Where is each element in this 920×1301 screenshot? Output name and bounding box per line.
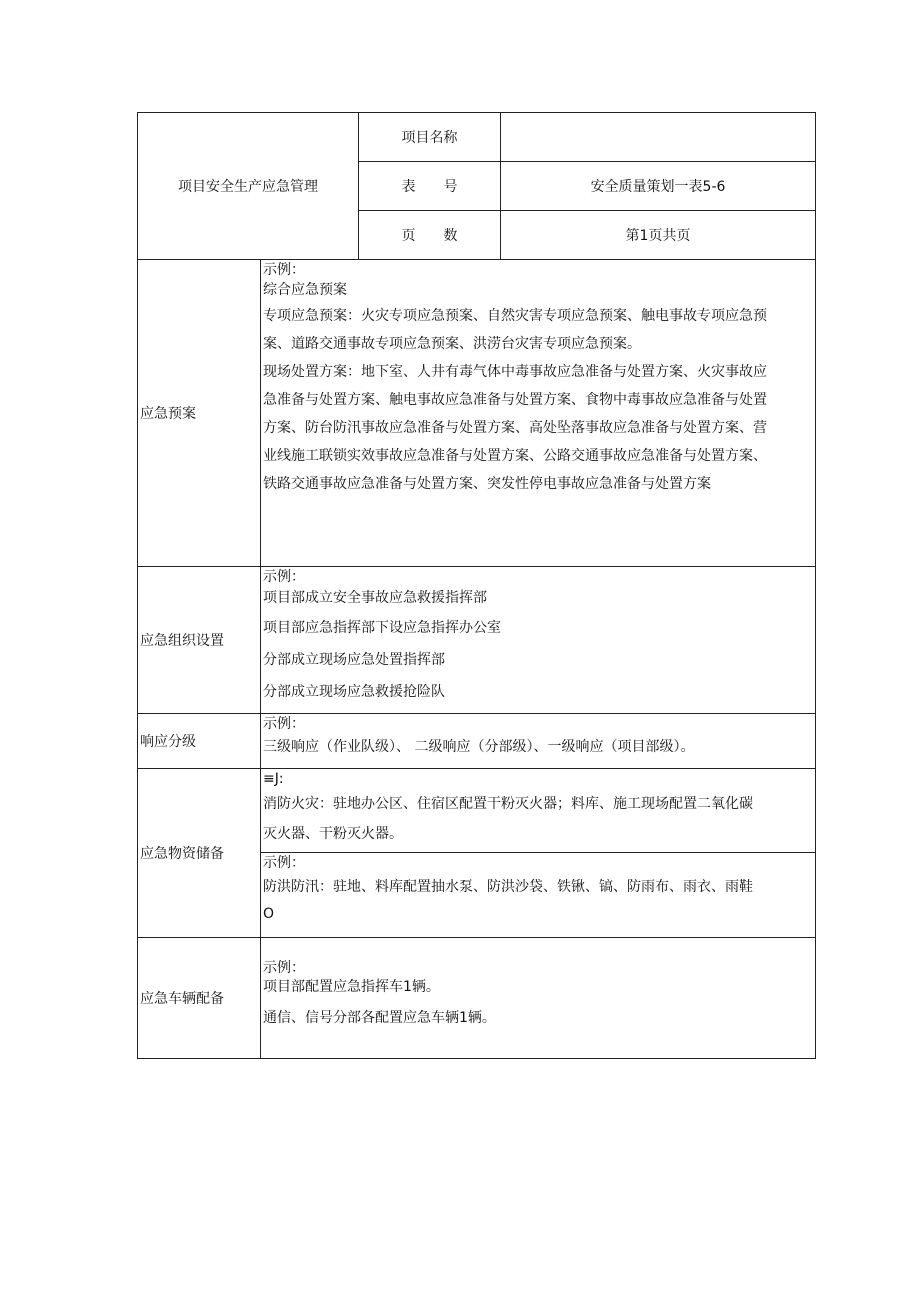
content-response-level xyxy=(261,714,816,769)
content-materials-flood xyxy=(261,853,816,938)
materials-line: 示例： xyxy=(263,855,305,871)
body-table xyxy=(137,259,816,1059)
materials-line: 防洪防汛：驻地、料库配置抽水泵、防洪沙袋、铁锹、镐、防雨布、雨衣、雨鞋 xyxy=(263,879,753,895)
plan-line: 现场处置方案：地下室、人井有毒气体中毒事故应急准备与处置方案、火灾事故应 xyxy=(263,364,767,380)
vehicles-line: 项目部配置应急指挥车1辆。 xyxy=(263,979,440,995)
plan-line: 综合应急预案 xyxy=(263,282,347,298)
plan-line: 专项应急预案：火灾专项应急预案、自然灾害专项应急预案、触电事故专项应急预 xyxy=(263,308,767,324)
org-line: 示例： xyxy=(263,569,305,585)
org-line: 项目部成立安全事故应急救援指挥部 xyxy=(263,590,487,606)
label-response-level: 响应分级 xyxy=(138,714,261,769)
plan-line: 示例： xyxy=(263,262,305,278)
materials-line: 灭火器、干粉灭火器。 xyxy=(263,826,403,842)
content-emergency-org xyxy=(261,567,816,714)
row-response-level xyxy=(138,714,816,769)
vehicles-line: 示例： xyxy=(263,960,305,976)
row-vehicles xyxy=(138,938,816,1059)
org-line: 分部成立现场应急救援抢险队 xyxy=(263,684,445,700)
header-label-project-name: 项目名称 xyxy=(359,113,501,162)
header-value-form-number: 安全质量策划一表5-6 xyxy=(501,162,816,211)
content-vehicles xyxy=(261,938,816,1059)
plan-line: 案、道路交通事故专项应急预案、洪涝台灾害专项应急预案。 xyxy=(263,336,641,352)
row-emergency-org xyxy=(138,567,816,714)
plan-line: 方案、防台防汛事故应急准备与处置方案、高处坠落事故应急准备与处置方案、营 xyxy=(263,420,767,436)
org-line: 分部成立现场应急处置指挥部 xyxy=(263,652,445,668)
header-label-form-number: 表 号 xyxy=(359,162,501,211)
materials-line: ≡J: xyxy=(263,771,284,787)
label-emergency-plan: 应急预案 xyxy=(138,260,261,567)
row-materials-a xyxy=(138,769,816,853)
plan-line: 业线施工联锁实效事故应急准备与处置方案、公路交通事故应急准备与处置方案、 xyxy=(263,448,767,464)
label-emergency-org: 应急组织设置 xyxy=(138,567,261,714)
materials-line: 消防火灾：驻地办公区、住宿区配置干粉灭火器；料库、施工现场配置二氧化碳 xyxy=(263,796,753,812)
plan-line: 铁路交通事故应急准备与处置方案、突发性停电事故应急准备与处置方案 xyxy=(263,476,711,492)
label-materials: 应急物资储备 xyxy=(138,769,261,938)
header-value-page-count: 第1页共页 xyxy=(501,211,816,260)
org-line: 项目部应急指挥部下设应急指挥办公室 xyxy=(263,620,501,636)
response-line: 示例： xyxy=(263,716,305,732)
materials-line: O xyxy=(263,906,275,922)
plan-line: 急准备与处置方案、触电事故应急准备与处置方案、食物中毒事故应急准备与处置 xyxy=(263,392,767,408)
header-label-page-count: 页 数 xyxy=(359,211,501,260)
vehicles-line: 通信、信号分部各配置应急车辆1辆。 xyxy=(263,1010,496,1026)
content-materials-fire xyxy=(261,769,816,853)
label-vehicles: 应急车辆配备 xyxy=(138,938,261,1059)
response-line: 三级响应（作业队级）、 二级响应（分部级）、一级响应（项目部级）。 xyxy=(263,739,695,755)
row-emergency-plan xyxy=(138,260,816,567)
header-left-title: 项目安全生产应急管理 xyxy=(138,113,359,260)
header-table xyxy=(137,112,816,260)
header-value-project-name xyxy=(501,113,816,162)
content-emergency-plan xyxy=(261,260,816,567)
